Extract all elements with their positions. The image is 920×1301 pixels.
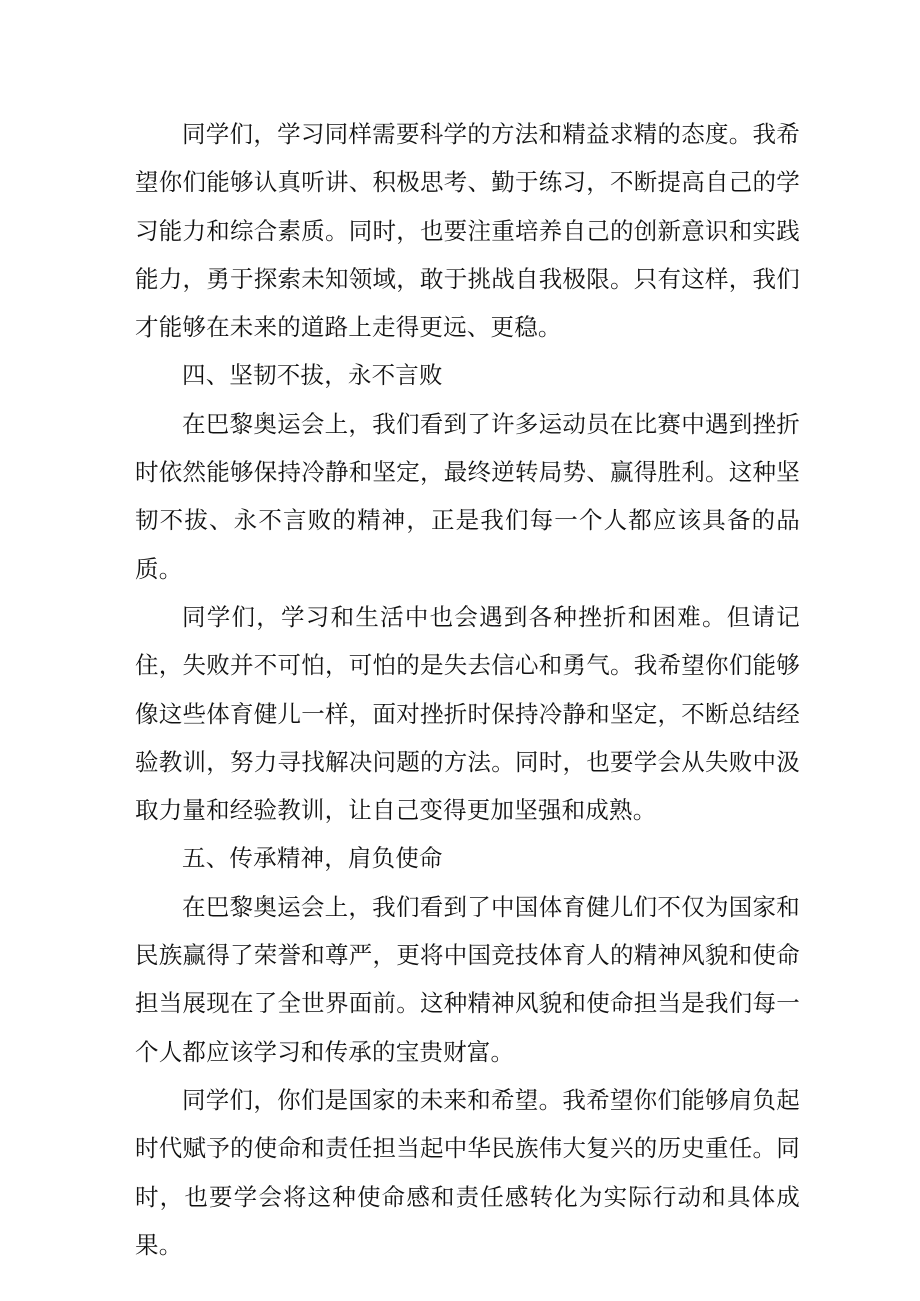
document-body <box>135 110 800 1269</box>
paragraph-perseverance-athletes: 在巴黎奥运会上，我们看到了许多运动员在比赛中遇到挫折时依然能够保持冷静和坚定，最终逆转局势、赢得胜利。这种坚韧不拔、永不言败的精神，正是我们每一个人都应该具备的品质。 <box>135 409 800 583</box>
section-heading-4: 四、坚韧不拔，永不言败 <box>182 361 443 390</box>
paragraph-mission-students: 同学们，你们是国家的未来和希望。我希望你们能够肩负起时代赋予的使命和责任担当起中华民族伟大复兴的历史重任。同时，也要学会将这种使命感和责任感转化为实际行动和具体成果。 <box>135 1085 800 1259</box>
paragraph-mission-athletes: 在巴黎奥运会上，我们看到了中国体育健儿们不仅为国家和民族赢得了荣誉和尊严，更将中国竞技体育人的精神风貌和使命担当展现在了全世界面前。这种精神风貌和使命担当是我们每一个人都应该学习和传承的宝贵财富。 <box>135 892 800 1066</box>
section-heading-5: 五、传承精神，肩负使命 <box>182 844 443 873</box>
paragraph-perseverance-students: 同学们，学习和生活中也会遇到各种挫折和困难。但请记住，失败并不可怕，可怕的是失去信心和勇气。我希望你们能够像这些体育健儿一样，面对挫折时保持冷静和坚定，不断总结经验教训，努力寻找解决问题的方法。同时，也要学会从失败中汲取力量和经验教训，让自己变得更加坚强和成熟。 <box>135 602 800 825</box>
paragraph-study-methods: 同学们，学习同样需要科学的方法和精益求精的态度。我希望你们能够认真听讲、积极思考、勤于练习，不断提高自己的学习能力和综合素质。同时，也要注重培养自己的创新意识和实践能力，勇于探索未知领域，敢于挑战自我极限。只有这样，我们才能够在未来的道路上走得更远、更稳。 <box>135 120 800 342</box>
